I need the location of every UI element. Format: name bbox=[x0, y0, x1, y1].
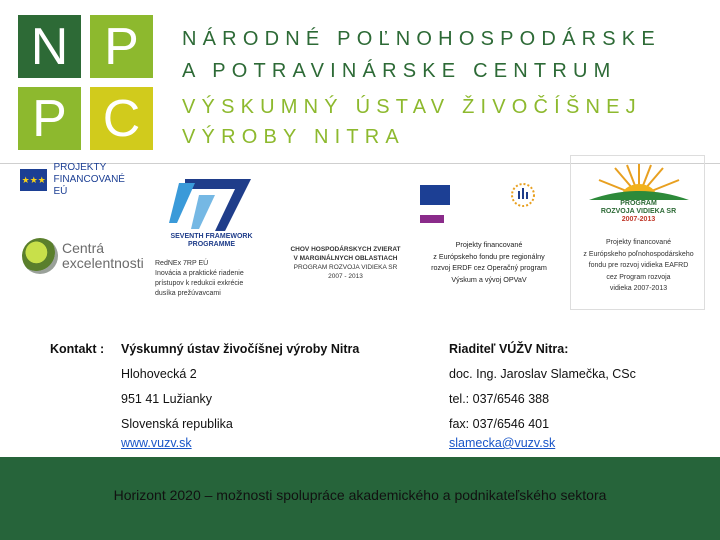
fp7-description bbox=[155, 259, 275, 299]
org-name-line1: NÁRODNÉ POĽNOHOSPODÁRSKE bbox=[182, 28, 661, 50]
director-tel: tel.: 037/6546 388 bbox=[449, 392, 550, 406]
contact-web-link[interactable]: www.vuzv.sk bbox=[121, 436, 192, 450]
centre-excellence-line2: excelentnosti bbox=[62, 255, 144, 271]
director-label: Riaditeľ VÚŽV Nitra: bbox=[449, 342, 569, 356]
prv-title-line3: 2007-2013 bbox=[621, 216, 656, 223]
contact-label: Kontakt : bbox=[50, 342, 105, 356]
rural-left-line1: CHOV HOSPODÁRSKYCH ZVIERAT bbox=[290, 246, 401, 253]
eu-projects-text bbox=[53, 162, 140, 198]
centre-excellence-logo bbox=[22, 234, 152, 278]
centre-excellence-circle-icon bbox=[22, 238, 58, 274]
org-name-line4: VÝROBY NITRA bbox=[182, 126, 405, 148]
contact-city: 951 41 Lužianky bbox=[121, 392, 213, 406]
prv-line2: z Európskeho poľnohospodárskeho bbox=[583, 250, 694, 258]
prv-line5: vidieka 2007-2013 bbox=[609, 285, 668, 292]
director-fax: fax: 037/6546 401 bbox=[449, 417, 550, 431]
director-name: doc. Ing. Jaroslav Slamečka, CSc bbox=[449, 367, 636, 381]
eu-projects-line1: PROJEKTY bbox=[53, 162, 107, 173]
fp7-label bbox=[145, 233, 278, 249]
prv-line1: Projekty financované bbox=[606, 239, 671, 246]
erdf-line2: z Európskeho fondu pre regionálny bbox=[433, 251, 545, 261]
footer-band bbox=[0, 457, 720, 540]
prv-line4: cez Program rozvoja bbox=[606, 273, 671, 281]
logo-square-n: N bbox=[18, 15, 81, 78]
erdf-logo-block bbox=[414, 183, 564, 293]
fp7-line1: RedNEx 7RP EÚ bbox=[155, 260, 209, 267]
rural-left-line3: PROGRAM ROZVOJA VIDIEKA SR bbox=[293, 264, 398, 271]
fp7-label-line2: PROGRAMME bbox=[187, 241, 236, 248]
org-name-line3: VÝSKUMNÝ ÚSTAV ŽIVOČÍŠNEJ bbox=[182, 96, 642, 118]
erdf-line4: Výskum a vývoj OPVaV bbox=[451, 274, 527, 284]
prv-title-line2: ROZVOJA VIDIEKA SR bbox=[600, 208, 677, 215]
contact-street: Hlohovecká 2 bbox=[121, 367, 197, 381]
rural-livestock-text bbox=[278, 245, 413, 281]
rural-left-line4: 2007 - 2013 bbox=[328, 273, 363, 280]
opvav-star-icon bbox=[504, 183, 542, 209]
contact-country: Slovenská republika bbox=[121, 417, 233, 431]
erdf-line1: Projekty financované bbox=[455, 240, 523, 249]
rural-left-line2: V MARGINÁLNYCH OBLASTIACH bbox=[293, 255, 398, 262]
prv-description bbox=[571, 237, 706, 295]
agency-strip-icon bbox=[420, 215, 444, 223]
fp7-7-icon bbox=[155, 173, 265, 231]
prv-title-line1: PROGRAM bbox=[620, 200, 657, 207]
fp7-logo-block bbox=[145, 173, 278, 313]
erdf-description bbox=[414, 239, 564, 285]
eu-flag-icon: ★★★ bbox=[20, 169, 47, 191]
centre-excellence-text bbox=[62, 241, 144, 271]
prv-logo-block bbox=[570, 155, 705, 310]
contact-institute: Výskumný ústav živočíšnej výroby Nitra bbox=[121, 342, 360, 356]
eu-flag-small-icon bbox=[420, 185, 450, 205]
fp7-label-line1: SEVENTH FRAMEWORK bbox=[170, 233, 253, 240]
fp7-line3: prístupov k redukcii exkrécie bbox=[155, 280, 244, 287]
logo-square-p-bottom: P bbox=[18, 87, 81, 150]
director-email-link[interactable]: slamecka@vuzv.sk bbox=[449, 436, 556, 450]
prv-line3: fondu pre rozvoj vidieka EAFRD bbox=[588, 262, 689, 269]
erdf-line3: rozvoj ERDF cez Operačný program bbox=[431, 263, 547, 272]
logo-square-c: C bbox=[90, 87, 153, 150]
fp7-line2: Inovácia a praktické riadenie bbox=[155, 270, 244, 277]
footer-title: Horizont 2020 – možnosti spolupráce akademického a podnikateľského sektora bbox=[113, 487, 607, 503]
eu-projects-line2: FINANCOVANÉ EÚ bbox=[53, 174, 125, 197]
fp7-line4: dusíka prežúvavcami bbox=[155, 290, 221, 297]
prv-title bbox=[571, 200, 706, 224]
logo-square-p-top: P bbox=[90, 15, 153, 78]
centre-excellence-line1: Centrá bbox=[62, 240, 105, 256]
sun-icon bbox=[585, 160, 693, 200]
org-name-line2: A POTRAVINÁRSKE CENTRUM bbox=[182, 60, 617, 82]
eu-projects-logo bbox=[20, 163, 140, 197]
